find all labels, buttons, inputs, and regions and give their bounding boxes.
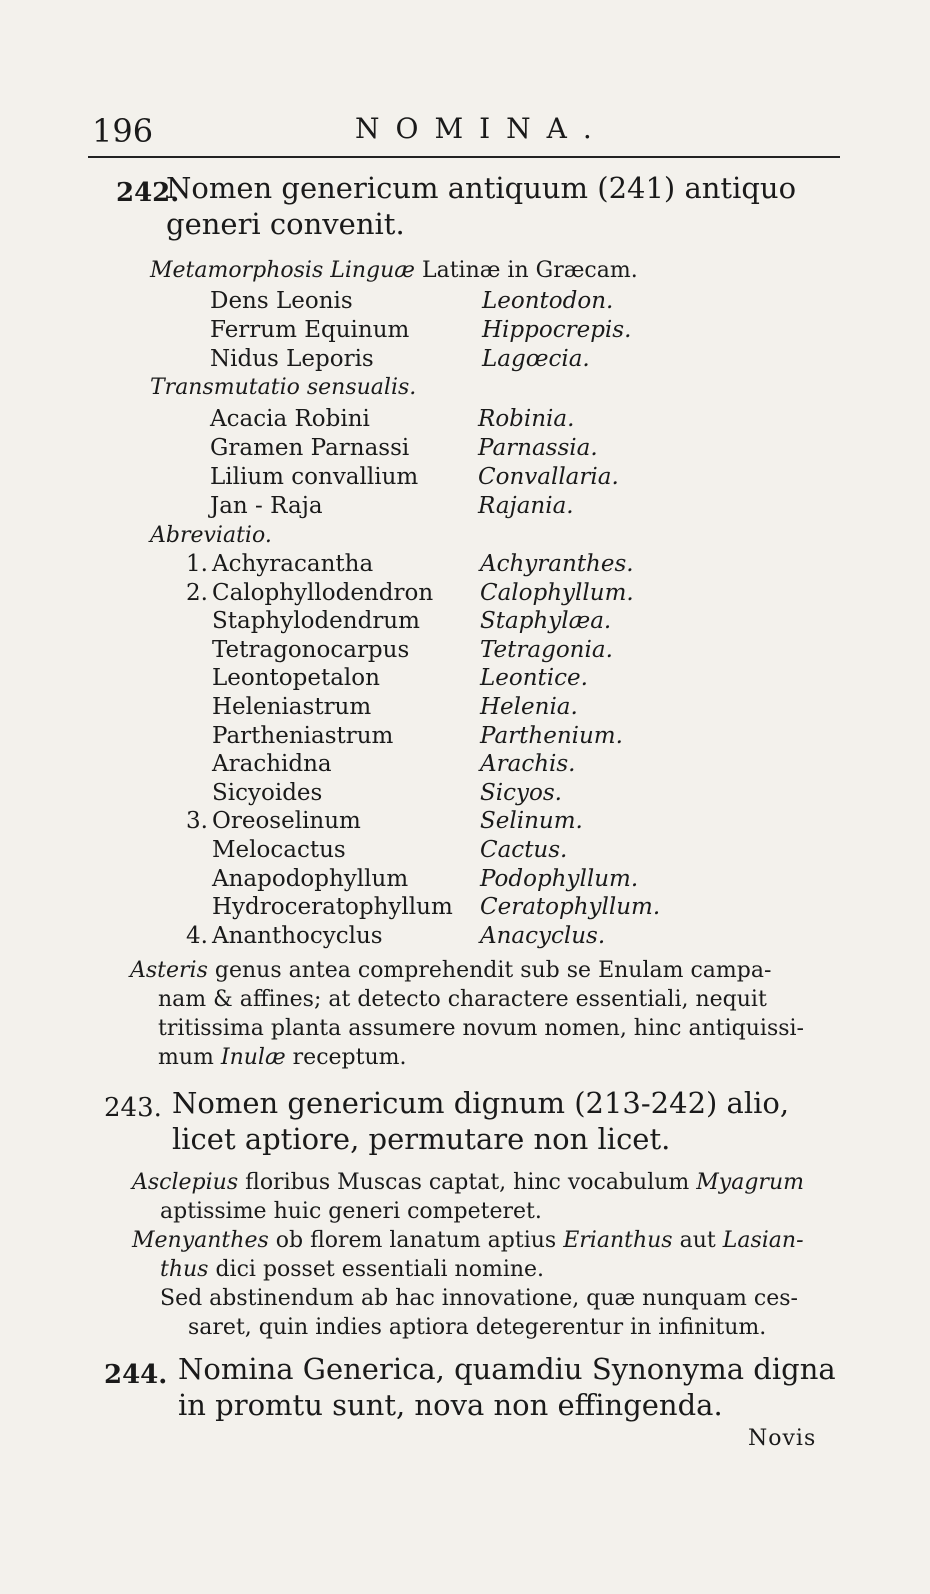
abreviatio-row bbox=[178, 780, 738, 808]
abreviatio-row-number: 3. bbox=[186, 808, 208, 835]
abreviatio-new-name: Sicyos. bbox=[480, 779, 562, 806]
abreviatio-new-name: Anacyclus. bbox=[480, 922, 606, 949]
abreviatio-row bbox=[178, 551, 738, 579]
menyanthes-note bbox=[132, 1226, 852, 1284]
abreviatio-old-name: Hydroceratophyllum bbox=[212, 894, 453, 921]
asclepius-note-italic: Myagrum bbox=[696, 1170, 804, 1195]
metamorphosis-new-name: Lagœcia. bbox=[482, 346, 590, 372]
abreviatio-new-name: Tetragonia. bbox=[480, 636, 613, 663]
abreviatio-row-number: 1. bbox=[186, 551, 208, 577]
abreviatio-new-name: Podophyllum. bbox=[480, 865, 639, 892]
transmutatio-old-name: Acacia Robini bbox=[210, 406, 370, 432]
transmutatio-row bbox=[176, 493, 736, 521]
abreviatio-old-name: Heleniastrum bbox=[212, 694, 372, 720]
rule-243-line-2: licet aptiore, permutare non licet. bbox=[172, 1122, 671, 1156]
metamorphosis-new-name: Hippocrepis. bbox=[482, 317, 632, 343]
abreviatio-new-name: Ceratophyllum. bbox=[480, 894, 661, 921]
abreviatio-row bbox=[178, 608, 738, 636]
rule-244-number: 244. bbox=[104, 1360, 168, 1390]
menyanthes-note-aut: aut bbox=[679, 1228, 716, 1253]
asclepius-note-mid: floribus Muscas captat, hinc vocabulum bbox=[245, 1170, 690, 1195]
abreviatio-new-name: Helenia. bbox=[480, 694, 578, 720]
abreviatio-heading: Abreviatio. bbox=[150, 523, 272, 548]
abreviatio-row bbox=[178, 837, 738, 865]
asclepius-note-lead: Asclepius bbox=[132, 1170, 239, 1195]
abreviatio-old-name: Calophyllodendron bbox=[212, 579, 434, 606]
transmutatio-old-name: Jan - Raja bbox=[210, 493, 323, 519]
abreviatio-new-name: Parthenium. bbox=[480, 722, 623, 749]
abreviatio-row bbox=[178, 923, 738, 951]
transmutatio-old-name: Gramen Parnassi bbox=[210, 435, 410, 461]
abreviatio-row bbox=[178, 637, 738, 665]
abreviatio-old-name: Ananthocyclus bbox=[212, 922, 383, 949]
transmutatio-new-name: Parnassia. bbox=[478, 435, 598, 461]
abreviatio-row bbox=[178, 694, 738, 722]
abreviatio-old-name: Melocactus bbox=[212, 837, 346, 863]
aster-note-line-1: genus antea comprehendit sub se Enulam campa- bbox=[214, 958, 772, 983]
metamorphosis-old-name: Nidus Leporis bbox=[210, 346, 374, 372]
menyanthes-note-mid: ob florem lanatum aptius bbox=[275, 1228, 557, 1253]
aster-note-line-3: tritissima planta assumere novum nomen, hinc antiquissi- bbox=[158, 1016, 804, 1041]
catchword: Novis bbox=[748, 1426, 817, 1451]
transmutatio-row bbox=[176, 464, 736, 492]
abstinence-note bbox=[160, 1284, 860, 1342]
asclepius-note-line-2: aptissime huic generi competeret. bbox=[160, 1199, 542, 1224]
aster-note-line-2: nam & affines; at detecto charactere essentiali, nequit bbox=[158, 987, 767, 1012]
abreviatio-old-name: Arachidna bbox=[212, 751, 332, 778]
abreviatio-old-name: Leontopetalon bbox=[212, 665, 380, 692]
abreviatio-new-name: Achyranthes. bbox=[480, 551, 634, 577]
abreviatio-old-name: Achyracantha bbox=[212, 551, 374, 577]
metamorphosis-old-name: Dens Leonis bbox=[210, 288, 353, 314]
running-title: NOMINA. bbox=[355, 112, 608, 145]
menyanthes-note-lead: Menyanthes bbox=[132, 1228, 269, 1253]
aster-note-last-post: receptum. bbox=[292, 1045, 407, 1070]
abstinence-note-line-2: saret, quin indies aptiora detegerentur in infinitum. bbox=[188, 1315, 767, 1340]
abreviatio-new-name: Leontice. bbox=[480, 665, 588, 692]
rule-242-text: Nomen genericum antiquum (241) antiquo generi convenit. bbox=[166, 171, 797, 241]
rule-244-line-2: in promtu sunt, nova non effingenda. bbox=[178, 1388, 723, 1422]
abreviatio-old-name: Partheniastrum bbox=[212, 722, 394, 749]
abreviatio-old-name: Anapodophyllum bbox=[212, 865, 409, 892]
abreviatio-new-name: Arachis. bbox=[480, 751, 576, 778]
abreviatio-row bbox=[178, 808, 738, 836]
abreviatio-new-name: Selinum. bbox=[480, 808, 583, 835]
abreviatio-old-name: Oreoselinum bbox=[212, 808, 361, 835]
abreviatio-row-number: 2. bbox=[186, 579, 208, 606]
rule-243-number: 243. bbox=[104, 1093, 162, 1123]
transmutatio-new-name: Rajania. bbox=[478, 493, 574, 519]
menyanthes-note-italic-1: Erianthus bbox=[563, 1228, 673, 1253]
abreviatio-row bbox=[178, 751, 738, 779]
abreviatio-old-name: Sicyoides bbox=[212, 779, 323, 806]
page-number: 196 bbox=[92, 112, 154, 150]
transmutatio-old-name: Lilium convallium bbox=[210, 464, 419, 490]
metamorphosis-heading bbox=[150, 258, 638, 283]
rule-243-line-1: Nomen genericum dignum (213-242) alio, bbox=[172, 1086, 790, 1120]
metamorphosis-row bbox=[176, 288, 736, 316]
asclepius-note bbox=[132, 1168, 852, 1226]
abreviatio-row bbox=[178, 894, 738, 922]
metamorphosis-heading-rest: Latinæ in Græcam. bbox=[421, 258, 638, 283]
transmutatio-row bbox=[176, 406, 736, 434]
transmutatio-new-name: Robinia. bbox=[478, 406, 575, 432]
header-rule bbox=[88, 156, 840, 158]
aster-note-last-pre: mum bbox=[158, 1045, 214, 1070]
rule-244-line-1: Nomina Generica, quamdiu Synonyma digna bbox=[178, 1352, 836, 1386]
abreviatio-row bbox=[178, 723, 738, 751]
transmutatio-new-name: Convallaria. bbox=[478, 464, 619, 490]
metamorphosis-old-name: Ferrum Equinum bbox=[210, 317, 410, 343]
abreviatio-old-name: Tetragonocarpus bbox=[212, 636, 410, 663]
menyanthes-note-line2-italic: thus bbox=[160, 1257, 209, 1282]
metamorphosis-row bbox=[176, 317, 736, 345]
abreviatio-new-name: Cactus. bbox=[480, 837, 568, 863]
abstinence-note-line-1: Sed abstinendum ab hac innovatione, quæ nunquam ces- bbox=[160, 1286, 798, 1311]
rule-242-number: 242. bbox=[116, 178, 180, 208]
aster-note-lead: Asteris bbox=[130, 958, 208, 983]
abreviatio-old-name: Staphylodendrum bbox=[212, 608, 420, 635]
abreviatio-row bbox=[178, 866, 738, 894]
abreviatio-new-name: Staphylæa. bbox=[480, 608, 612, 635]
transmutatio-row bbox=[176, 435, 736, 463]
menyanthes-note-italic-2: Lasian- bbox=[722, 1228, 804, 1253]
abreviatio-new-name: Calophyllum. bbox=[480, 579, 634, 606]
abreviatio-row bbox=[178, 580, 738, 608]
metamorphosis-new-name: Leontodon. bbox=[482, 288, 614, 314]
aster-note bbox=[130, 956, 850, 1072]
transmutatio-heading: Transmutatio sensualis. bbox=[150, 375, 417, 400]
abreviatio-row bbox=[178, 665, 738, 693]
metamorphosis-heading-italic: Metamorphosis Linguæ bbox=[150, 258, 415, 283]
menyanthes-note-line2-rest: dici posset essentiali nomine. bbox=[215, 1257, 545, 1282]
abreviatio-row-number: 4. bbox=[186, 922, 208, 949]
metamorphosis-row bbox=[176, 346, 736, 374]
aster-note-last-italic: Inulæ bbox=[220, 1045, 286, 1070]
